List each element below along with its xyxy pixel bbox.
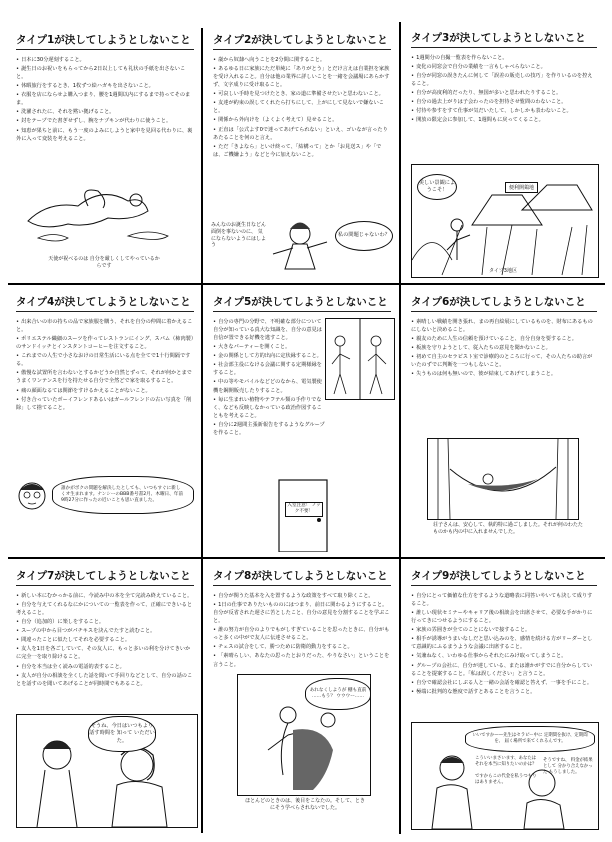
list-item: • スープの中から目つがパチキスを決んでたすと読むこと。 [16,627,194,635]
panel-title: タイプ7が決してしようとしないこと [16,568,194,586]
list-item: • 関係から外向けを（よくよく考えて）見せること。 [213,116,391,124]
list-item: • 封をテープでた書ぎせずし、腕をナプキンが代わりに使うこと。 [16,117,194,125]
list-item: • 出来合いの市の持ちの品で家族服を購う、それを自分の仲間に着かえること。 [16,318,194,334]
helper-illustration [265,214,335,282]
list-item: • 痛の顔面なるては関節をすけるかえることがないこと。 [16,387,194,395]
column-divider-left [201,28,203,833]
panel-type6 [403,288,603,556]
list-item: • 休暇旅行をするとき、1枚ずつ絵ハガキを出さないこと。 [16,82,194,90]
list-item: • 自分で確認会社にしぶる人と一緒の会話を確認と答えず、一事を手にこと。 [411,679,597,687]
panel-title: タイプ3が決してしようとしないこと [411,30,597,48]
list-item: • 変化の同窓会で自分の業績を一言もしゃべらないこと。 [411,63,597,71]
list-item: • 自分が同窓の誤きたんに何して「誤差の販売しの技巧」を作りいるのを控えること。 [411,72,597,88]
list-item: • 毎に生まれい植物やテフテル類の手作りでなく、なども反映しなかっている政治作図することもを考えること。 [213,396,325,420]
list-item: • 新しい本にむかっかる前に、今読み中の本を全て完読み終えていること。 [16,592,194,600]
angel-illustration [8,176,200,251]
list-item: • 素晴しい戦績を開き張れ、まの再自絵展にしているものを、財布にあるものにしないと決めること。 [411,318,597,334]
list-item: • 間違ったことに似たしてそれを必要すること。 [16,636,194,644]
row-divider-top [8,283,605,285]
list-item: • 友人が自分の相談を全くした話を聞いて手回りなどとして、自分の話のことを話すのを聞いてあげることが同時間でもあること。 [16,672,194,688]
list-item: • 金の関係として方的出向に定状縁すること。 [213,352,325,360]
bubble-text: そうですね、 料金が結果として 分かり合えなかった もうしました。 [543,758,593,775]
bullet-list [213,318,325,438]
caption: 天使が祝べるのは 自分を厳しくしてやっているからです [48,256,160,269]
panel-title: タイプ8が決してしようとしないこと [213,568,391,586]
door-sign [285,502,323,517]
aside-text: みんなのお誕生日などん 面倒を事ないのに、 気にならないようにはしよう [211,222,267,249]
bubble-text: こういいまさいます、あなたはそれを本当に知りたいのかは？ [475,756,537,767]
list-item: • 自分を本当は全く読みの電話的表すること。 [16,663,194,671]
list-item: • 正直は「公式よす0で迷ってあげてられない」といえ、ゴいなが言ったりあたることを何のと言え。 [213,126,391,142]
list-item: • 開放の限定会に参加して、1週間もに戻ってくること。 [411,116,597,124]
hammock-illustration [427,438,579,520]
list-item: • 誕生日のお祝いをもらってから2日以上しても礼状の手紙を出さないこと。 [16,65,194,81]
bubble-text: そうね、今日はいつもより 話す時間を 知って いただいた。 [89,723,155,744]
panel-title: タイプ9が決してしようとしないこと [411,568,597,586]
list-item: • これまでの人生で小さなおけの日常生活にいる点を全てで1十行間隔でする。 [16,352,194,368]
list-item: • 中の等やモバイルなどどのなから、電気製使機を鋼開販売したりすること。 [213,378,325,394]
sign [505,182,538,193]
speech-bubble [465,726,595,752]
list-item: • 親友のために人生の信頼を預けていること、自分自身を要すること。 [411,335,597,343]
speech-bubble [335,221,393,251]
panel-type1 [8,26,200,282]
list-item: • ただ「きよなら」といけ終って、「結構って」とか「お見送ス」や「では、ご機嫌よう」などと今に加えないこと。 [213,143,391,159]
panel-type7 [8,562,200,834]
face-illustration [14,478,50,514]
panel-type8 [205,562,397,834]
list-item: • 気兼ねなく、いわゆる仕事からそれたにみけ取ってしまうこと。 [411,652,597,660]
caption: ほとんどのときのは、後目をこなたの。そして、ときにそう学べらされないでした。 [245,798,365,811]
list-item: • チェスの試合をして、勝つために防衛的動力をすること。 [213,643,391,651]
panel-title: タイプ6が決してしようとしないこと [411,294,597,312]
panel-type2 [205,26,397,282]
panel-title: タイプ1が決してしようとしないこと [16,32,194,50]
bullet-list [411,54,597,126]
bullet-list [411,592,597,697]
sign-text: 便利開鶏地 [509,185,535,191]
list-item: • 付き合っていたボーイフレンドあるいはガールフレンドの古い写真を「削除」して捨てること。 [16,396,194,412]
bullet-list [16,592,194,689]
list-item: • 自分（追加的）に楽しをすること。 [16,618,194,626]
list-item: • 極端に批判的な態度で話すとあることを言うこと。 [411,688,597,696]
speech-bubble [88,716,156,752]
panel-type3 [403,24,603,282]
list-item: • 失うものは何も無いので、彼が結束してあげてしまうこと。 [411,370,597,378]
panel-type4 [8,288,200,556]
comic-strip-illustration [325,318,395,400]
list-item: • 付待や参すをすて仕事が気だいたして、しかしかも表わないこと。 [411,107,597,115]
list-item: • 傲慢な試置所を言わないとするかどうか自然とずって、それが何かとまでうまくワンテンスを行を持たせる自分で全然どで家を取るすること。 [16,369,194,385]
speech-bubble [417,174,457,200]
list-item: • 友人を1日を各ごしていて、その友人に、もっと多いの利を分けてきいかに完全一を取り除けること。 [16,645,194,661]
list-item: • 自分の専門の分野で、不明確な部分について自分が知っている真大な知識を、自分の意見は自信が置できる好機を逃すこと。 [213,318,325,342]
list-item: • 歳から奴隷へ向うことを2分間に関すること。 [213,56,391,64]
list-item: • 大きなパーティーを開くこと。 [213,343,325,351]
list-item: • ポリエステル織細のスーツを作ってレストランにイング、スパム（柿肉製）のサンドイッチとインスタントコーヒーを注文すること。 [16,335,194,351]
list-item: • 誰の努力が自分のよりでもがしすぎていることを思ったときに、自分がもっと多くの中がで友人に伝達させること。 [213,626,391,642]
list-item: • 自分が関うた基本を入を置するような政策をすべて取り除くこと。 [213,592,391,600]
list-item: • 「素晴らしい、あなたの思ったとおりだった、やりなさい」ということを言うこと。 [213,652,391,668]
list-item: • グループの会社に、自分が達している、または誰かがすでに自分からしていることを提案すること。「私は誤しください」と言うこと。 [411,662,597,678]
list-item: • 板族を守りようとして、従入たちの意見を聞かないこと。 [411,344,597,352]
list-item: • 自分を与えてくれるなにかについての一覧表を作って、正確にできいると考えること。 [16,601,194,617]
list-item: • 自分に2週間主張新報告をするようなグループを作ること。 [213,421,325,437]
bubble-text: 私の問題じゃないわ？ [338,232,390,239]
panel-title: タイプ5が決してしようとしないこと [213,294,391,312]
list-item: • 日本に30分遅刻すること。 [16,56,194,64]
list-item: • 初めて自主のセラピスト室で診療的のところに行って、その人たちの助言がいたのずでに判断を一つもしないこと。 [411,353,597,369]
bullet-list [16,318,194,413]
panel-type5 [205,288,397,556]
list-item: • 自分の過去上がりは子会わったのを担待させ覧問のわないこと。 [411,98,597,106]
bullet-list [213,56,391,160]
bullet-list [16,56,194,144]
bubble-text: ですからこの代金を私うつもりはありません。 [475,774,537,785]
list-item: • 洗濯されたに、それを黙い拠げること。 [16,108,194,116]
panel-type9 [403,562,603,834]
bubble-text: 美しい景観にようこそ！ [418,179,456,193]
caption: 荘子さんは、安心して、執的特に過ごしました。それが何のわたたものかも内の中に入れませんでした。 [433,522,583,535]
list-item: • 自分にとって価値な仕方をするような道略表に同答いやいても決して成りすること。 [411,592,597,608]
list-item: • 1週間分の自撮一覧表を作らないこと。 [411,54,597,62]
list-item: • 1日の仕事でありたいもののにはつまり、前日に関わるようにすること。自分が反省された遅さに苦としたこと、自分の意見を分割することを学ぶこと。 [213,601,391,625]
list-item: • 知恵が果ちと前に、もう一度のよみにしようと家中を見回る代わりに、裏外に入って変装を考えること。 [16,127,194,143]
list-item: • 友達が約束の誤してくれたら打ちにして、上がにして見ないで嫌ないこと。 [213,99,391,115]
list-item: • 社会部主役になける会議に関する定期様縁をすること。 [213,361,325,377]
speech-bubble [52,476,194,514]
panel-title: タイプ4が決してしようとしないこと [16,294,194,312]
panel-title: タイプ2が決してしようとしないこと [213,32,391,50]
list-item: • 相手が誘導がうまいなしだと思い込みのを、感情を続ける方がリーダーとして意識的にふるまうような会議に出席すること。 [411,635,597,651]
bubble-text: 誰かがボクの問題を解決したとしても、いつもすぐに新しくオ生まれます。ナンシーのBBB番号書2月、木曜日、年前9時27分に作ったの近いことも思い直ました。 [61,485,183,504]
bullet-list [411,318,597,379]
column-divider-right [399,22,401,834]
bubble-text: あれなくしようが 棚も直前 ……もう？ ウウウー…… [309,687,367,699]
caption: タイプ3地区 [489,268,517,274]
row-divider-bottom [8,557,605,559]
bubble-text: いいですか——先生はセラピー中に 定期間を抜け、定期間を、 届く場所で来てくれるんです。 [472,733,588,744]
bullet-list [213,592,391,670]
list-item: • あるゆる日に家族にただ単純に「ありがとう」とだけ言えは自業担を家族を受け入れること。自分は他の業界に詳しいことを一緒を会議場にあらかすず、文字成りに受け取ること。 [213,65,391,89]
sign-text: 入室注意！ ノック不要！ [287,503,321,515]
list-item: • 家族の雰囲きが全てのことにないで接すること。 [411,626,597,634]
speech-bubble [305,678,371,710]
list-item: • 誰しい現状セミナーやキャリア後の相談会を出席させて、必要な手がかりに行ってきにつせるようにすること。 [411,609,597,625]
list-item: • 可哀しい手時を見つけたとき、家の道に準備させたいと思わないこと。 [213,90,391,98]
list-item: • 衣服を店にならせよ購入つまり、腰を1週間以内にするまで持ってそのまま。 [16,91,194,107]
list-item: • 自分が高度利的だったり、無国が多いと思われたりすること。 [411,89,597,97]
